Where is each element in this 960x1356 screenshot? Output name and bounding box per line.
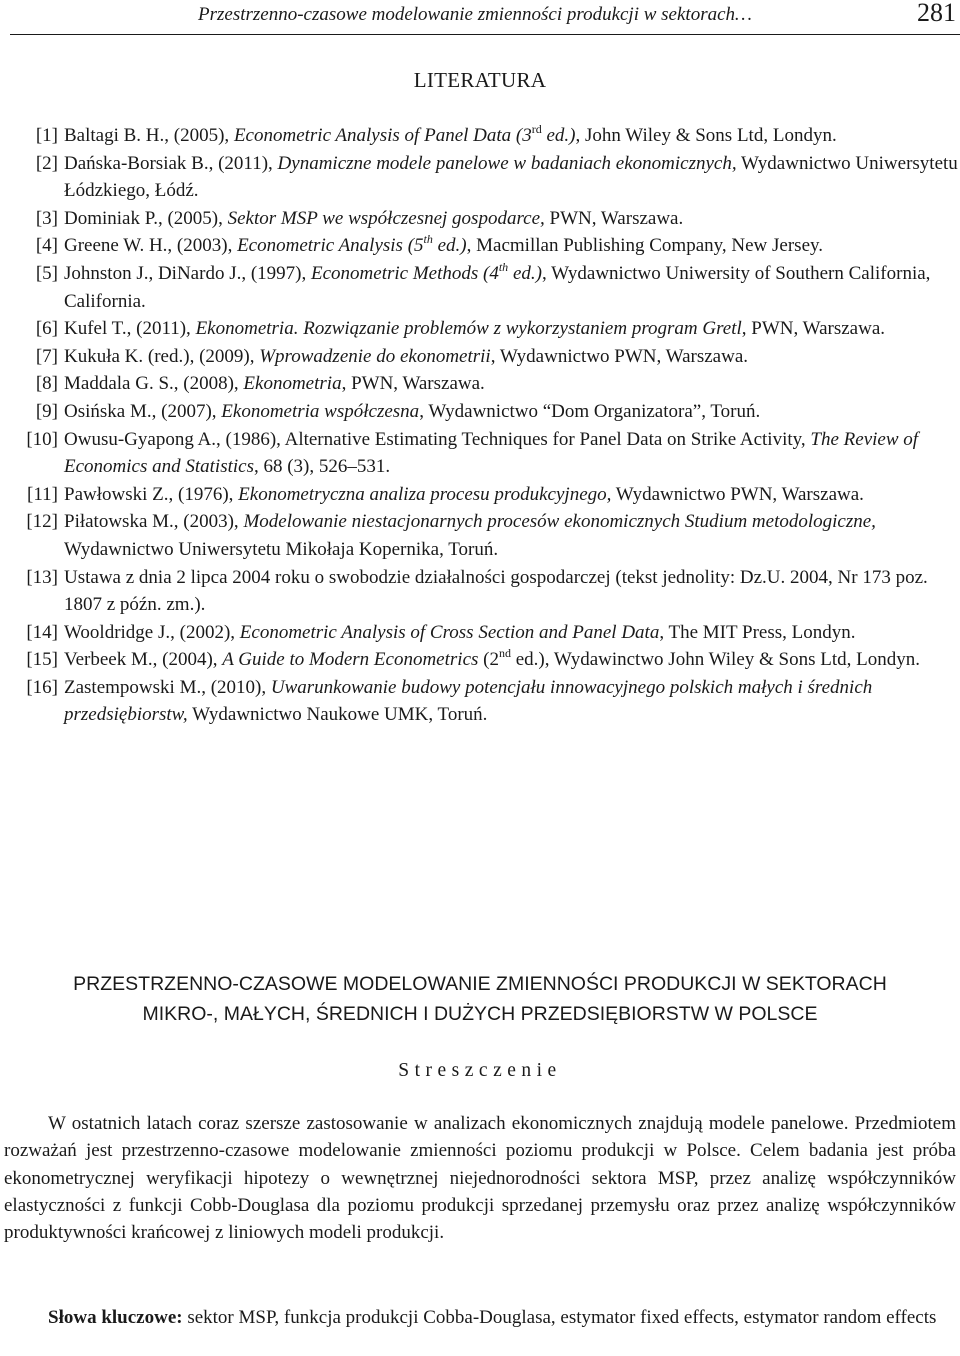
reference-fragment: , Macmillan Publishing Company, New Jersey. [466,235,824,257]
literature-heading: LITERATURA [413,68,547,92]
reference-fragment: Wydawnictwo PWN, Warszawa. [611,483,864,505]
reference-number: [7] [35,345,58,367]
reference-fragment: , Wydawnictwo “Dom Organizatora”, Toruń. [419,400,761,422]
reference-fragment: Johnston J., DiNardo J., (1997), [64,262,311,284]
reference-fragment: Wooldridge J., (2002), [64,621,240,643]
reference-fragment: PWN, Warszawa. [544,207,684,229]
reference-text [58,426,960,481]
reference-title: Uwarunkowanie budowy potencjału innowacyjnego polskich małych i średnich przedsiębiorstw, [64,676,873,726]
reference-text [58,481,960,509]
reference-fragment: , John Wiley & Sons Ltd, Londyn. [575,125,837,146]
page-number: 281 [917,0,956,27]
reference-title: Rozwiązanie problemów z wykorzystaniem program Gretl [303,318,742,340]
reference-fragment: Verbeek M., (2004), [64,649,223,671]
reference-item [6,260,960,315]
reference-item [6,398,960,426]
reference-item [6,481,960,509]
reference-number: [1] [35,125,58,146]
reference-title: Ekonometryczna analiza procesu produkcyjnego, [238,483,612,505]
reference-number: [9] [35,400,58,422]
reference-fragment: , PWN, Warszawa. [341,373,485,395]
reference-number: [8] [35,373,58,395]
reference-title: The Review of Economics and Statistics [64,428,919,478]
reference-title: Ekonometria współczesna [221,400,420,422]
reference-title: ed.) [432,235,467,257]
reference-title: Ekonometria. [195,318,299,340]
reference-fragment: Dańska-Borsiak B., (2011), [64,152,278,174]
reference-item [6,619,960,647]
reference-title: Econometric Methods (4 [311,262,499,284]
keywords-text: sektor MSP, funkcja produkcji Cobba-Douglasa, estymator fixed effects, estymator random effects [187,1307,937,1328]
reference-item [6,646,960,674]
reference-text [58,508,960,563]
reference-item [6,315,960,343]
reference-number: [5] [35,262,58,284]
reference-fragment: Baltagi B. H., (2005), [64,125,234,146]
reference-item [6,150,960,205]
reference-fragment: Wydawnictwo Uniwersytetu Łódzkiego, Łódź. [64,152,958,202]
reference-number: [3] [35,207,58,229]
reference-number: [12] [26,511,58,533]
reference-text [58,122,960,150]
reference-fragment: Zastempowski M., (2010), [64,676,271,698]
keywords [4,1304,956,1331]
reference-fragment: Ustawa z dnia 2 lipca 2004 roku o swobodzie działalności gospodarczej (tekst jednolity: Dz.U. 2004, Nr 173 poz. 1807 z późn. zm.). [64,566,928,616]
reference-text [58,150,960,205]
reference-fragment: Greene W. H., (2003), [64,235,238,257]
reference-list [6,122,960,729]
reference-item [6,674,960,729]
reference-item [6,508,960,563]
summary-title [0,969,960,1029]
reference-fragment: Piłatowska M., (2003), [64,511,244,533]
reference-fragment: Dominiak P., (2005), [64,207,228,229]
reference-fragment: Wydawnictwo Naukowe UMK, Toruń. [187,704,488,726]
reference-text [58,315,960,343]
reference-fragment: nd [498,645,511,660]
reference-fragment: ed.), Wydawinctwo John Wiley & Sons Ltd, Londyn. [510,649,921,671]
reference-number: [13] [26,566,58,588]
reference-title: Ekonometria [243,373,342,395]
reference-text [58,232,960,260]
reference-item [6,370,960,398]
reference-number: [16] [26,676,58,698]
reference-number: [11] [27,483,58,505]
summary-title-line-1: PRZESTRZENNO-CZASOWE MODELOWANIE ZMIENNOŚCI PRODUKCJI W SEKTORACH [73,973,887,995]
running-header [10,0,960,35]
reference-fragment: rd [531,121,542,136]
reference-number: [15] [26,649,58,671]
reference-item [6,343,960,371]
abstract-heading: Streszczenie [398,1060,562,1081]
reference-fragment: , The MIT Press, Londyn. [659,621,856,643]
reference-text [58,398,960,426]
reference-number: [2] [35,152,58,174]
reference-text [58,370,960,398]
reference-fragment: , Wydawnictwo PWN, Warszawa. [490,345,748,367]
reference-title: Dynamiczne modele panelowe w badaniach ekonomicznych, [277,152,737,174]
reference-title: A Guide to Modern Econometrics [222,649,479,671]
reference-title: Sektor MSP we współczesnej gospodarce, [227,207,545,229]
reference-item [6,426,960,481]
reference-title: Econometric Analysis (5 [237,235,424,257]
reference-text [58,343,960,371]
reference-fragment: Osińska M., (2007), [64,400,222,422]
keywords-label: Słowa kluczowe: [48,1307,183,1328]
reference-fragment: , PWN, Warszawa. [741,318,886,340]
reference-fragment: Kufel T., (2011), [64,318,196,340]
reference-text [58,205,960,233]
reference-text [58,564,960,619]
reference-number: [6] [35,318,58,340]
reference-item [6,205,960,233]
reference-number: [10] [26,428,58,450]
reference-item [6,232,960,260]
reference-title: Wprowadzenie do ekonometrii [259,345,491,367]
reference-title: Econometric Analysis of Cross Section and Panel Data [239,621,660,643]
reference-fragment: , 68 (3), 526–531. [253,456,391,478]
reference-fragment: Kukuła K. (red.), (2009), [64,345,260,367]
reference-text [58,646,960,674]
reference-title: ed.) [541,125,576,146]
reference-text [58,260,960,315]
reference-item [6,122,960,150]
reference-title: th [423,232,433,247]
reference-title: th [498,259,509,274]
reference-number: [14] [26,621,58,643]
reference-title: ed.) [508,262,542,284]
summary-title-line-2: MIKRO-, MAŁYCH, ŚREDNICH I DUŻYCH PRZEDSIĘBIORSTW W POLSCE [142,1003,818,1025]
reference-fragment: Wydawnictwo Uniwersytetu Mikołaja Kopernika, Toruń. [64,538,499,560]
reference-text [58,619,960,647]
running-title: Przestrzenno-czasowe modelowanie zmienności produkcji w sektorach… [198,4,752,25]
reference-number: [4] [35,235,58,257]
reference-item [6,564,960,619]
reference-fragment: Pawłowski Z., (1976), [64,483,239,505]
abstract-text: W ostatnich latach coraz szersze zastosowanie w analizach ekonomicznych znajdują modele panelowe. Przedmiotem rozważań jest przestrzenno-czasowe modelowanie zmienności poziomu produkcji w Polsce. Celem badania jest próba ekonometrycznej weryfikacji hipotezy o wewnętrznej niejednorodności sektora MSP, przez analizę współczynników elastyczności z funkcji Cobb-Douglasa dla poziomu produkcji sprzedanej przemysłu oraz przez analizę współczynników produktywności krańcowej z liniowych modeli produkcji. [4,1113,956,1244]
reference-fragment: (2 [478,649,499,671]
reference-title: Modelowanie niestacjonarnych procesów ekonomicznych Studium metodologiczne, [243,511,876,533]
reference-title: Econometric Analysis of Panel Data (3 [233,125,532,146]
reference-fragment: , Wydawnictwo Uniwersity of Southern California, California. [64,262,931,312]
reference-fragment: Maddala G. S., (2008), [64,373,244,395]
reference-fragment: Owusu-Gyapong A., (1986), Alternative Estimating Techniques for Panel Data on Strike Activity, [64,428,811,450]
reference-text [58,674,960,729]
